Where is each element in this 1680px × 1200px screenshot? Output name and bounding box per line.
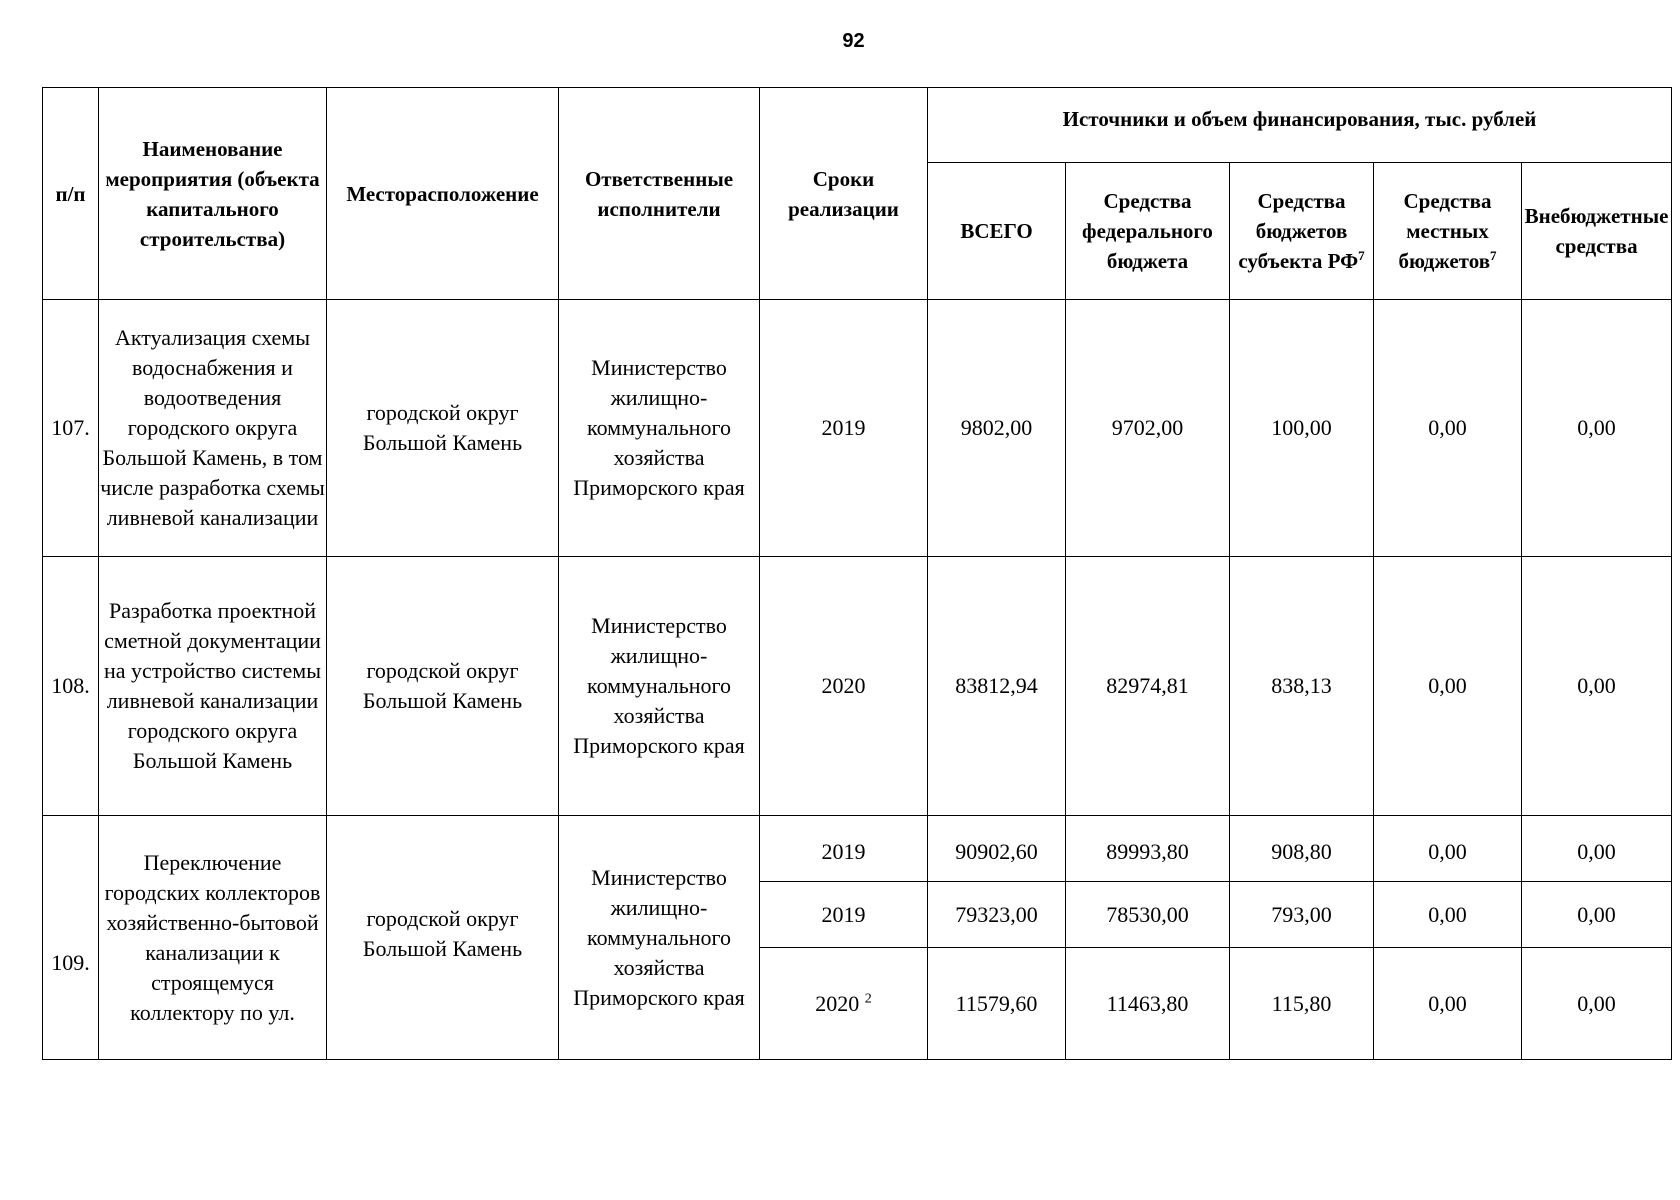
page-number: 92: [842, 30, 865, 52]
row-year-footnote: 2: [864, 991, 872, 1007]
row-year: 2020: [815, 990, 860, 1016]
financing-table: [42, 87, 1672, 1060]
header-local-footnote: 7: [1490, 248, 1497, 263]
row-executors: Министерство жилищно-коммунального хозяйства Приморского края: [559, 300, 760, 557]
header-local: [1374, 163, 1522, 300]
row-location: городской округ Большой Камень: [327, 816, 559, 1060]
table-row: [43, 557, 1672, 816]
row-extra: 0,00: [1522, 557, 1672, 816]
row-total: 90902,60: [928, 816, 1066, 882]
row-local: 0,00: [1374, 948, 1522, 1060]
header-executors: Ответственные исполнители: [559, 88, 760, 300]
header-num: п/п: [43, 88, 99, 300]
row-subject: 115,80: [1230, 948, 1374, 1060]
row-year: 2019: [760, 882, 928, 948]
row-subject: 100,00: [1230, 300, 1374, 557]
row-subject: 838,13: [1230, 557, 1374, 816]
row-local: 0,00: [1374, 300, 1522, 557]
row-local: 0,00: [1374, 882, 1522, 948]
row-subject: 793,00: [1230, 882, 1374, 948]
row-total: 83812,94: [928, 557, 1066, 816]
table-row: [43, 300, 1672, 557]
table-row: [43, 816, 1672, 882]
row-year: 2020: [760, 557, 928, 816]
row-num: 108.: [43, 557, 99, 816]
row-year: 2019: [760, 300, 928, 557]
header-local-label: Средства местных бюджетов: [1398, 189, 1492, 273]
header-terms: Сроки реализации: [760, 88, 928, 300]
row-federal: 89993,80: [1066, 816, 1230, 882]
header-total: ВСЕГО: [928, 163, 1066, 300]
row-location: городской округ Большой Камень: [327, 300, 559, 557]
row-extra: 0,00: [1522, 300, 1672, 557]
row-local: 0,00: [1374, 557, 1522, 816]
row-subject: 908,80: [1230, 816, 1374, 882]
row-num: 107.: [43, 300, 99, 557]
row-name: Переключение городских коллекторов хозяйственно-бытовой канализации к строящемуся коллектору по ул.: [99, 816, 327, 1060]
header-location: Месторасположение: [327, 88, 559, 300]
row-name: Актуализация схемы водоснабжения и водоотведения городского округа Большой Камень, в том числе разработка схемы ливневой канализации: [99, 300, 327, 557]
header-subject-label: Средства бюджетов субъекта РФ: [1238, 189, 1359, 273]
header-extra: Внебюджетные средства: [1522, 163, 1672, 300]
row-year: 2019: [760, 816, 928, 882]
row-total: 11579,60: [928, 948, 1066, 1060]
row-executors: Министерство жилищно-коммунального хозяйства Приморского края: [559, 816, 760, 1060]
row-federal: 9702,00: [1066, 300, 1230, 557]
header-subject: [1230, 163, 1374, 300]
header-financing: Источники и объем финансирования, тыс. рублей: [928, 88, 1672, 163]
row-federal: 82974,81: [1066, 557, 1230, 816]
row-num: 109.: [43, 816, 99, 1060]
header-subject-footnote: 7: [1358, 248, 1365, 263]
row-year-cell: [760, 948, 928, 1060]
row-extra: 0,00: [1522, 816, 1672, 882]
header-name: Наименование мероприятия (объекта капитального строительства): [99, 88, 327, 300]
row-extra: 0,00: [1522, 948, 1672, 1060]
row-total: 9802,00: [928, 300, 1066, 557]
row-local: 0,00: [1374, 816, 1522, 882]
row-executors: Министерство жилищно-коммунального хозяйства Приморского края: [559, 557, 760, 816]
row-federal: 11463,80: [1066, 948, 1230, 1060]
row-name: Разработка проектной сметной документации на устройство системы ливневой канализации городского округа Большой Камень: [99, 557, 327, 816]
row-total: 79323,00: [928, 882, 1066, 948]
row-location: городской округ Большой Камень: [327, 557, 559, 816]
row-extra: 0,00: [1522, 882, 1672, 948]
row-federal: 78530,00: [1066, 882, 1230, 948]
header-federal: Средства федерального бюджета: [1066, 163, 1230, 300]
